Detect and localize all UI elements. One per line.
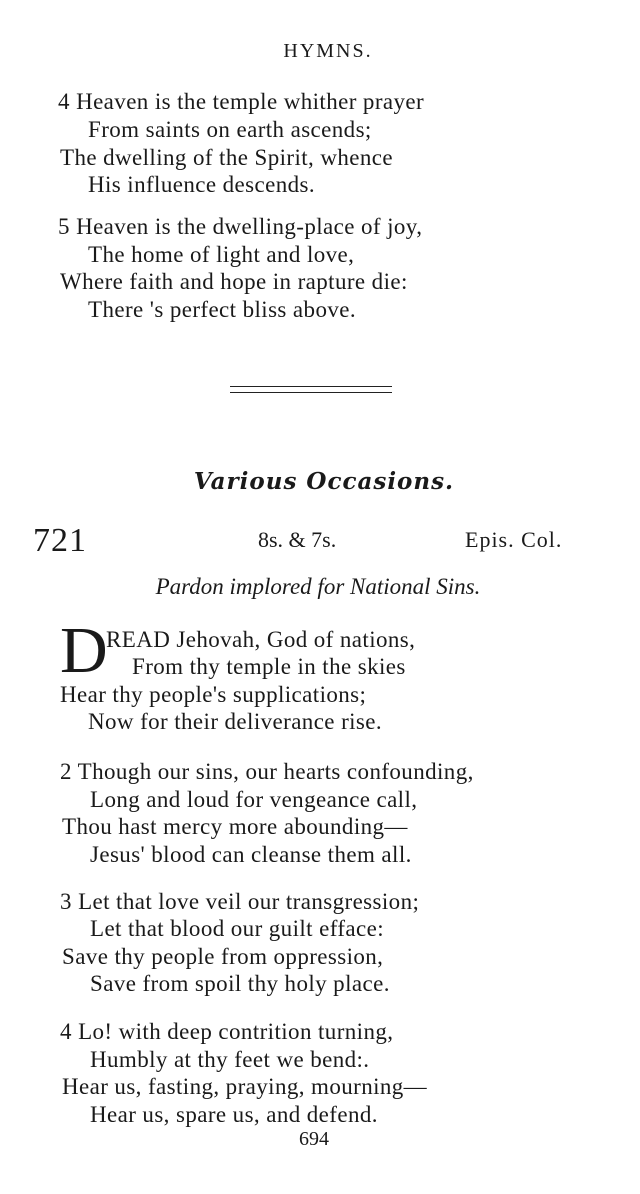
section-divider-bottom: [230, 392, 392, 393]
stanza-line-text: Let that love veil our transgression;: [78, 889, 420, 914]
stanza-line: Thou hast mercy more abounding—: [62, 814, 408, 839]
stanza-line: His influence descends.: [88, 172, 315, 197]
stanza-line: Where faith and hope in rapture die:: [60, 269, 408, 294]
stanza-line: [58, 88, 424, 115]
hymn-meter: 8s. & 7s.: [258, 527, 337, 552]
stanza-line-text: Though our sins, our hearts confounding,: [77, 759, 474, 784]
stanza-number: 2: [60, 759, 72, 784]
stanza-number: 4: [60, 1019, 72, 1044]
section-title: Various Occasions.: [193, 468, 455, 495]
stanza-line: [60, 1018, 393, 1045]
hymn-number: 721: [33, 522, 87, 559]
stanza-line-text: Heaven is the temple whither prayer: [76, 89, 425, 114]
stanza-line: There 's perfect bliss above.: [88, 297, 357, 322]
stanza-line: READ Jehovah, God of nations,: [106, 627, 416, 652]
stanza-number: 3: [60, 889, 72, 914]
stanza-line-text: Heaven is the dwelling-place of joy,: [76, 214, 423, 239]
stanza-line: Humbly at thy feet we bend:.: [90, 1047, 370, 1072]
stanza-number: 4: [58, 89, 70, 114]
stanza-line: Jesus' blood can cleanse them all.: [90, 842, 412, 867]
stanza-line: [60, 758, 474, 785]
stanza-number: 5: [58, 214, 70, 239]
stanza-line: The dwelling of the Spirit, whence: [60, 145, 393, 170]
stanza-line: From saints on earth ascends;: [88, 117, 372, 142]
stanza-line: Let that blood our guilt efface:: [90, 916, 385, 941]
page-number: 694: [299, 1128, 329, 1150]
stanza-line-text: Lo! with deep contrition turning,: [78, 1019, 394, 1044]
drop-cap: D: [60, 614, 108, 687]
stanza-line: Now for their deliverance rise.: [88, 709, 383, 734]
section-divider-top: [230, 386, 392, 387]
hymn-tune: Epis. Col.: [465, 527, 563, 552]
stanza-line: [58, 213, 422, 240]
stanza-line: Save thy people from oppression,: [62, 944, 384, 969]
stanza-line: The home of light and love,: [88, 242, 355, 267]
stanza-line: Hear us, fasting, praying, mourning—: [62, 1074, 428, 1099]
hymn-subtitle: Pardon implored for National Sins.: [155, 574, 481, 599]
stanza-line: Long and loud for vengeance call,: [90, 787, 418, 812]
stanza-line: Hear thy people's supplications;: [60, 682, 367, 707]
stanza-line: From thy temple in the skies: [132, 654, 406, 679]
stanza-line: Save from spoil thy holy place.: [90, 971, 390, 996]
stanza-line: [60, 888, 419, 915]
stanza-line: Hear us, spare us, and defend.: [90, 1102, 378, 1127]
running-head: HYMNS.: [283, 40, 373, 62]
